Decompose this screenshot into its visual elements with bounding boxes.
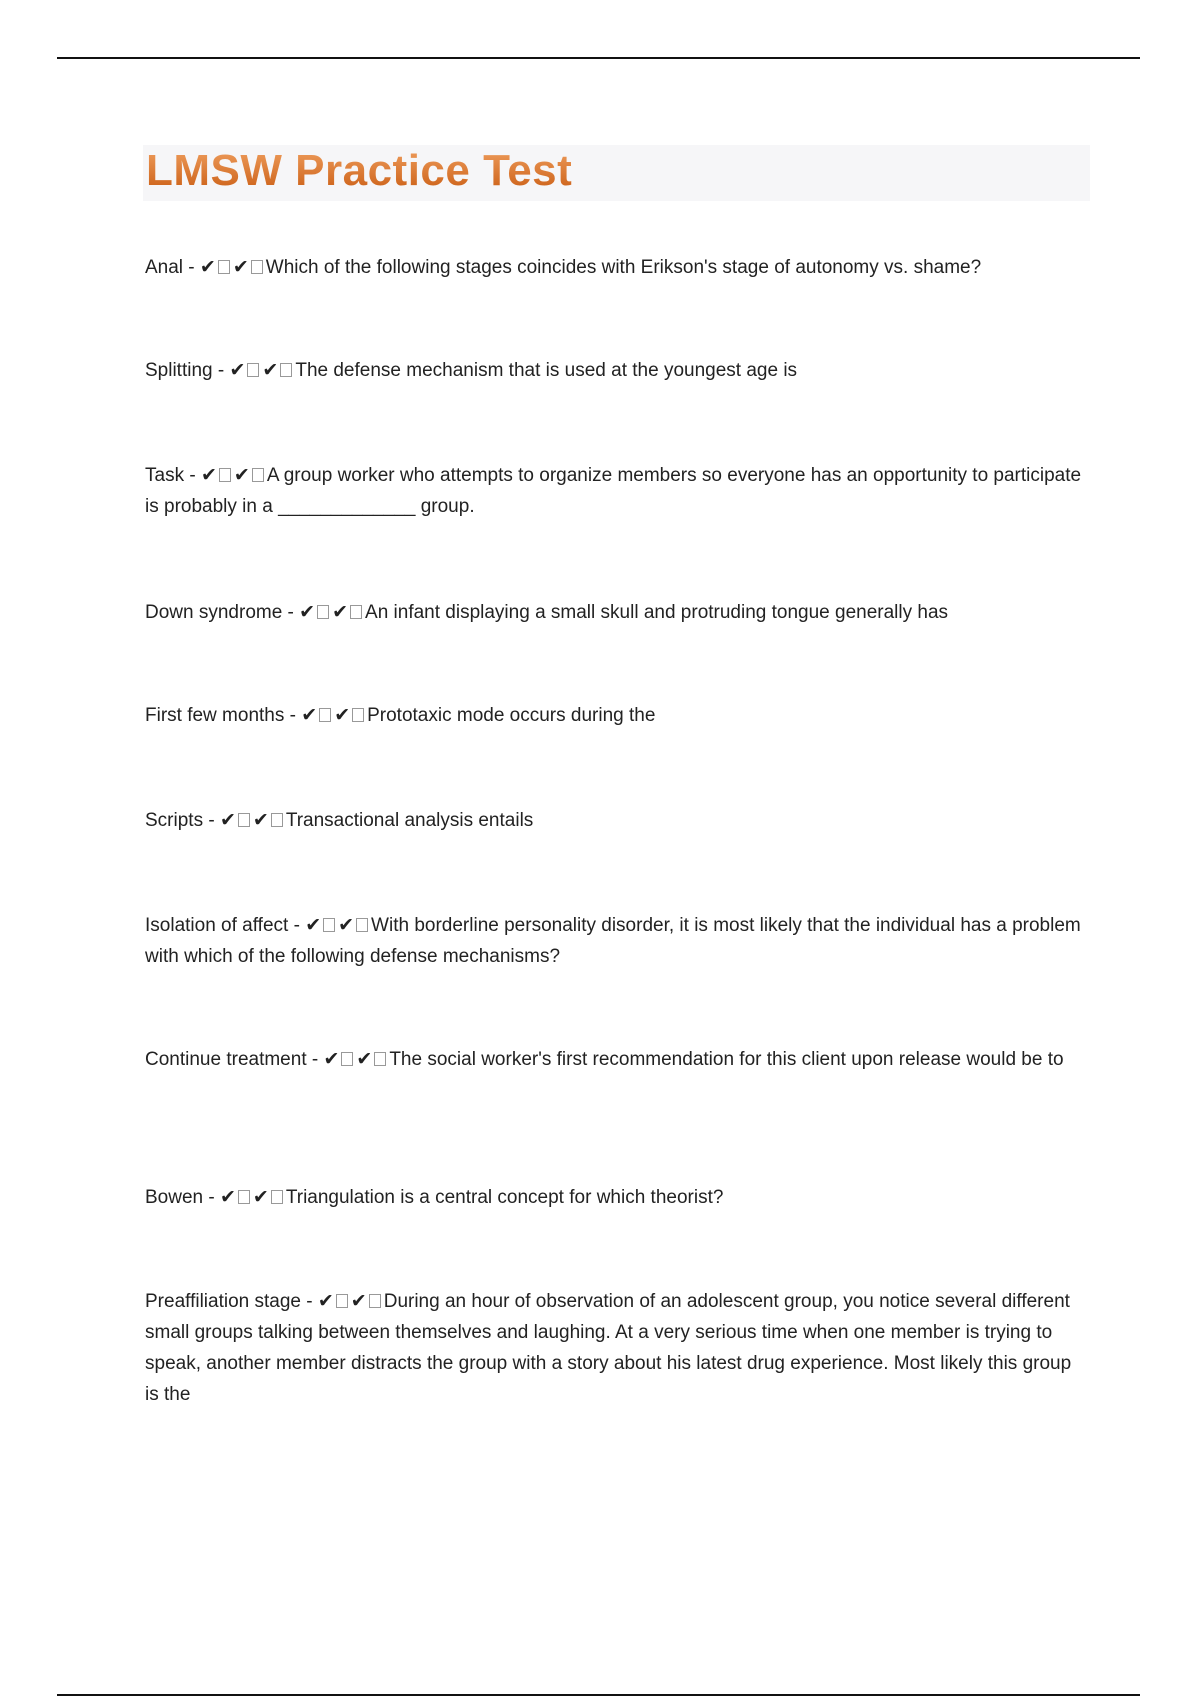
box-icon <box>317 605 329 619</box>
qa-entry <box>145 1044 1090 1075</box>
answer: Preaffiliation stage <box>145 1291 301 1312</box>
box-icon <box>238 813 250 827</box>
check-icon: ✔ <box>356 1049 373 1070</box>
check-icon: ✔ <box>323 1049 340 1070</box>
box-icon <box>374 1052 386 1066</box>
question: The defense mechanism that is used at the youngest age is <box>295 360 798 381</box>
check-icon: ✔ <box>219 810 236 831</box>
page-title: LMSW Practice Test <box>146 146 573 195</box>
question: Transactional analysis entails <box>285 810 534 831</box>
check-icon: ✔ <box>252 1187 269 1208</box>
box-icon <box>319 708 331 722</box>
qa-entry <box>145 252 1090 283</box>
qa-entry <box>145 700 1090 731</box>
box-icon <box>336 1294 348 1308</box>
box-icon <box>350 605 362 619</box>
box-icon <box>341 1052 353 1066</box>
box-icon <box>352 708 364 722</box>
check-icon: ✔ <box>262 360 279 381</box>
question: Which of the following stages coincides with Erikson's stage of autonomy vs. shame? <box>265 257 982 278</box>
box-icon <box>247 363 259 377</box>
separator: - <box>203 810 220 831</box>
question: An infant displaying a small skull and protruding tongue generally has <box>365 602 949 623</box>
box-icon <box>323 918 335 932</box>
qa-entry <box>145 355 1090 386</box>
check-icon: ✔ <box>305 915 322 936</box>
check-icon: ✔ <box>232 257 249 278</box>
check-icon: ✔ <box>338 915 355 936</box>
qa-entry <box>145 910 1090 972</box>
answer: Isolation of affect <box>145 915 289 936</box>
check-icon: ✔ <box>233 465 250 486</box>
box-icon <box>271 813 283 827</box>
separator: - <box>212 360 230 381</box>
box-icon <box>218 260 230 274</box>
qa-entry <box>145 597 1090 628</box>
box-icon <box>271 1190 283 1204</box>
qa-entry <box>145 1182 1090 1213</box>
question: Prototaxic mode occurs during the <box>367 705 656 726</box>
question: A group worker who attempts to organize members so everyone has an opportunity to participate is probably in a _____________ group. <box>145 465 1082 517</box>
box-icon <box>280 363 292 377</box>
answer: Scripts <box>145 810 204 831</box>
check-icon: ✔ <box>332 602 349 623</box>
question: With borderline personality disorder, it is most likely that the individual has a problem with which of the following defense mechanisms? <box>145 915 1081 967</box>
answer: Anal <box>145 257 184 278</box>
separator: - <box>284 705 302 726</box>
separator: - <box>184 465 201 486</box>
check-icon: ✔ <box>334 705 351 726</box>
box-icon <box>238 1190 250 1204</box>
check-icon: ✔ <box>200 465 217 486</box>
qa-entry <box>145 1286 1090 1410</box>
check-icon: ✔ <box>299 602 316 623</box>
answer: Task <box>145 465 185 486</box>
question: The social worker's first recommendation for this client upon release would be to <box>389 1049 1064 1070</box>
answer: Continue treatment <box>145 1049 307 1070</box>
check-icon: ✔ <box>350 1291 367 1312</box>
separator: - <box>300 1291 318 1312</box>
answer: First few months <box>145 705 285 726</box>
qa-entry <box>145 460 1090 522</box>
check-icon: ✔ <box>317 1291 334 1312</box>
question: Triangulation is a central concept for which theorist? <box>285 1187 724 1208</box>
check-icon: ✔ <box>220 1187 236 1208</box>
box-icon <box>369 1294 381 1308</box>
check-icon: ✔ <box>252 810 269 831</box>
top-rule <box>57 57 1140 59</box>
question: During an hour of observation of an adolescent group, you notice several different small groups talking between themselves and laughing. At a very serious time when one member is trying to speak, another member distracts the group with a story about his latest drug experience. Most likely this group is the <box>145 1291 1072 1405</box>
bottom-rule <box>57 1694 1140 1696</box>
answer: Down syndrome <box>145 602 283 623</box>
separator: - <box>288 915 306 936</box>
separator: - <box>282 602 300 623</box>
box-icon <box>252 468 264 482</box>
check-icon: ✔ <box>301 705 318 726</box>
box-icon <box>251 260 263 274</box>
separator: - <box>306 1049 324 1070</box>
answer: Splitting <box>145 360 213 381</box>
check-icon: ✔ <box>199 257 216 278</box>
check-icon: ✔ <box>229 360 246 381</box>
answer: Bowen <box>145 1187 204 1208</box>
separator: - <box>183 257 200 278</box>
box-icon <box>356 918 368 932</box>
qa-entry <box>145 805 1090 836</box>
box-icon <box>219 468 231 482</box>
separator: - <box>203 1187 220 1208</box>
